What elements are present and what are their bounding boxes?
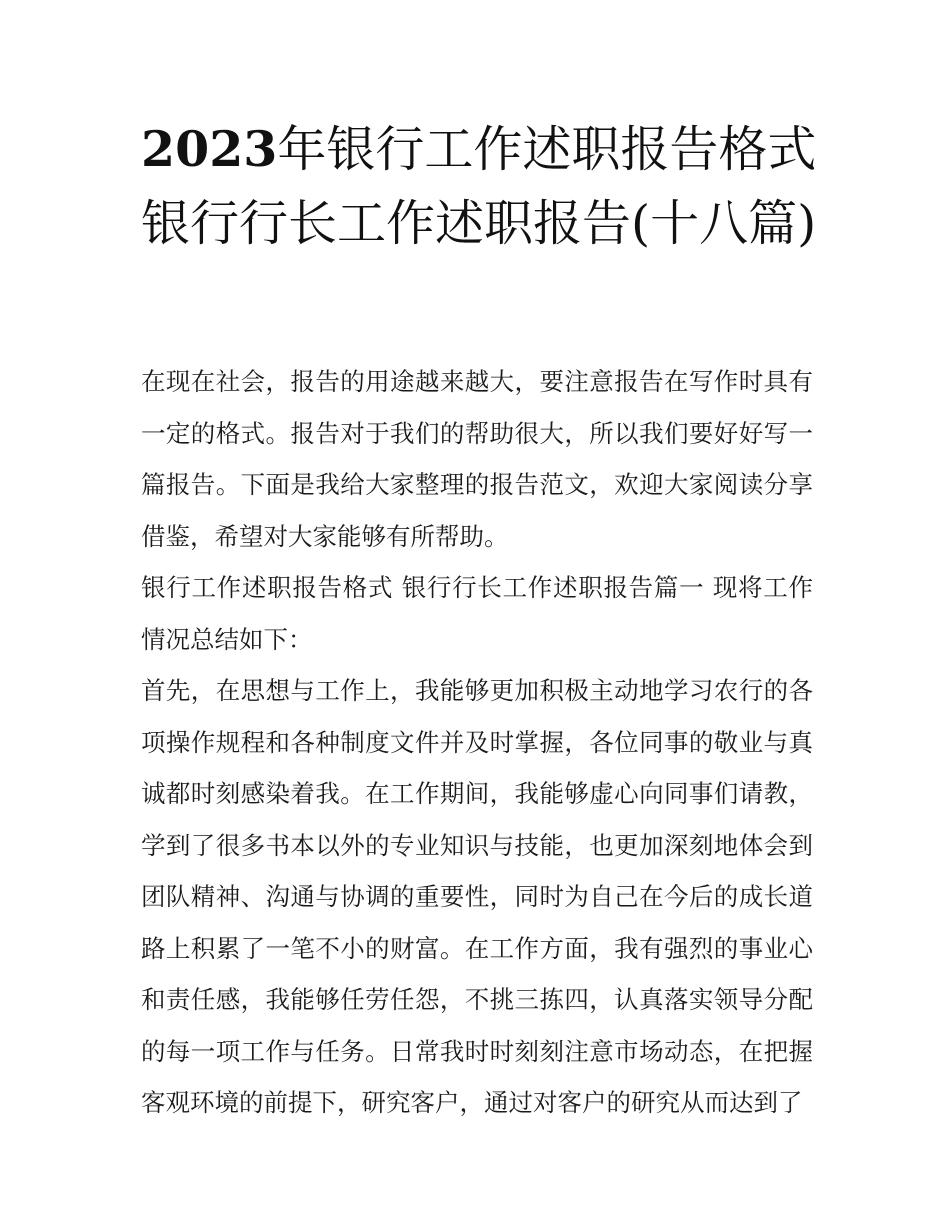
paragraph-section-heading: 银行工作述职报告格式 银行行长工作述职报告篇一 现将工作情况总结如下： — [141, 573, 813, 654]
document-title — [141, 112, 821, 261]
document-body — [141, 356, 813, 1129]
paragraph-main: 首先，在思想与工作上，我能够更加积极主动地学习农行的各项操作规程和各种制度文件并及时掌握，各位同事的敬业与真诚都时刻感染着我。在工作期间，我能够虚心向同事们请教，学到了很多书本以外的专业知识与技能，也更加深刻地体会到团队精神、沟通与协调的重要性，同时为自己在今后的成长道路上积累了一笔不小的财富。在工作方面，我有强烈的事业心和责任感，我能够任劳任怨，不挑三拣四，认真落实领导分配的每一项工作与任务。日常我时时刻刻注意市场动态，在把握客观环境的前提下，研究客户，通过对客户的研究从而达到了 — [141, 676, 813, 1117]
paragraph-intro: 在现在社会，报告的用途越来越大，要注意报告在写作时具有一定的格式。报告对于我们的帮助很大，所以我们要好好写一篇报告。下面是我给大家整理的报告范文，欢迎大家阅读分享借鉴，希望对大家能够有所帮助。 — [141, 367, 813, 551]
title-year: 2023 — [141, 120, 278, 178]
title-text: 年银行工作述职报告格式银行行长工作述职报告(十八篇) — [141, 121, 817, 252]
